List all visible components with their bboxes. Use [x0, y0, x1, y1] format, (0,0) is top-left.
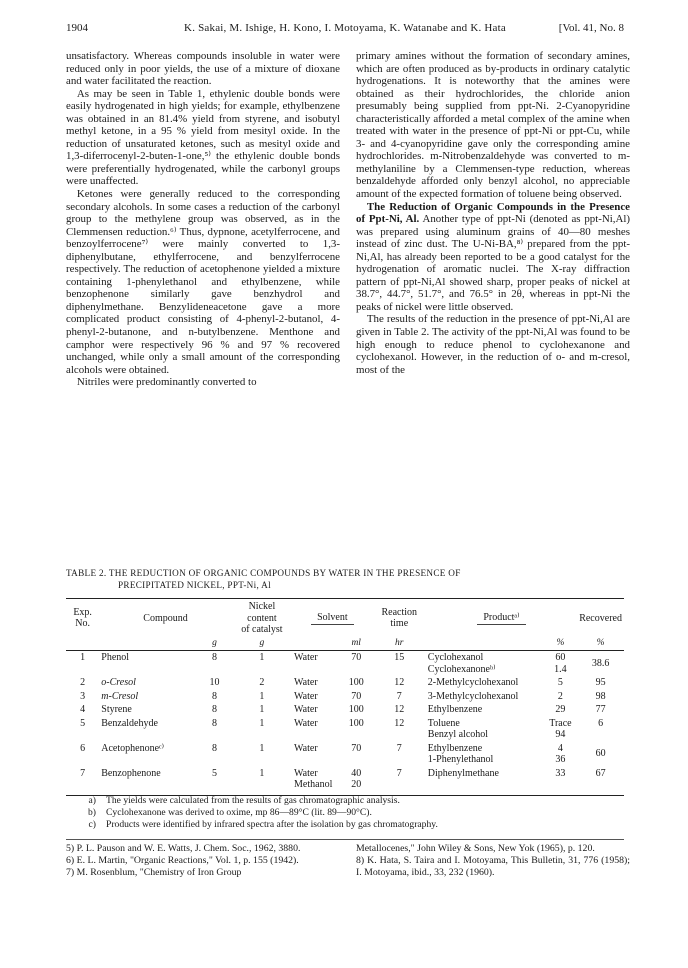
- table-row: [66, 703, 624, 717]
- cell-solvent: Water: [294, 717, 318, 729]
- paragraph: unsatisfactory. Whereas compounds insoluble in water were reduced only in poor yields, the use of a mixture of dioxane and water facilitated the reaction.: [66, 50, 340, 88]
- cell-ni: 1: [259, 717, 265, 729]
- cell-yields: 2: [557, 690, 563, 702]
- cell-hr: 12: [394, 704, 405, 715]
- cell-recovered: 67: [577, 767, 624, 796]
- cell-ml: 100: [348, 717, 364, 729]
- results-table: [66, 598, 624, 796]
- unit-percent: %: [544, 637, 578, 651]
- table-caption: [66, 567, 624, 591]
- header-authors: K. Sakai, M. Ishige, H. Kono, I. Motoyama, K. Watanabe and K. Hata: [184, 22, 506, 34]
- cell-hr: 7: [373, 767, 426, 796]
- unit-ml: ml: [340, 637, 373, 651]
- header-nickel: Nickel content of catalyst: [232, 599, 292, 637]
- cell-ni: 1: [259, 704, 265, 715]
- header-compound: Compound: [99, 599, 232, 637]
- paragraph: primary amines without the formation of secondary amines, which are often produced as by-products in ordinary catalytic hydrogenations. It is noteworthy that the amines were obtained as their hydrochlorides, the chloride anion presumably being supplied from ppt-Ni. 2-Cyanopyridine characteristically afforded a metal complex of the amine when treated with water in the presence of ppt-Ni or ppt-Cu, while 3- and 4-cyanopyridine gave only the corresponding amine hydrochlorides. m-Nitrobenzaldehyde was converted to m-methylaniline by a Clemmensen-type reduction, whereas benzaldehyde afforded only benzyl alcohol, no appreciable amount of the expected formation of toluene being observed.: [356, 50, 630, 201]
- table-row: [66, 676, 624, 690]
- cell-no: 3: [80, 690, 86, 702]
- cell-ni: 1: [259, 742, 265, 754]
- cell-solvent: Water: [294, 690, 318, 702]
- cell-solvent: Water: [294, 652, 318, 663]
- cell-g: 8: [211, 690, 217, 702]
- cell-yields: 4 36: [555, 742, 566, 765]
- cell-recovered: 6: [598, 717, 604, 729]
- caption-line: PRECIPITATED NICKEL, PPT-Ni, Al: [118, 580, 271, 590]
- table-note: c) Products were identified by infrared spectra after the isolation by gas chromatography.: [88, 819, 438, 831]
- cell-solvent: Water: [294, 677, 318, 688]
- cell-recovered: 98: [595, 690, 606, 702]
- footnotes-left: [66, 843, 340, 879]
- cell-products: Ethylbenzene 1-Phenylethanol: [427, 742, 494, 765]
- cell-yields: 29: [555, 704, 566, 715]
- cell-hr: 7: [396, 690, 402, 702]
- cell-yields: 33: [544, 767, 578, 796]
- cell-compound: Styrene: [101, 704, 132, 715]
- section-heading: The Reduction of Organic Compounds in the Presence of Ppt-Ni, Al.: [356, 200, 630, 226]
- table-row: [66, 651, 624, 677]
- page-number: 1904: [66, 22, 88, 34]
- cell-products: Ethylbenzene: [427, 704, 483, 715]
- footnote: 6) E. L. Martin, "Organic Reactions," Vol. 1, p. 155 (1942).: [66, 855, 299, 867]
- unit-g: g: [232, 637, 292, 651]
- cell-no: 4: [80, 704, 86, 715]
- footnote: 7) M. Rosenblum, "Chemistry of Iron Group: [66, 867, 242, 879]
- paragraph: Ketones were generally reduced to the corresponding secondary alcohols. In some cases a reduction of the carbonyl group to the methylene group was observed, as in the Clemmensen reduction.⁶⁾ Thus, dypnone, acetylferrocene, and benzoylferrocene⁷⁾ were mainly converted to 1,3-diphenylbutane, ethylferrocene, and benzylferrocene respectively. The reduction of acetophenone yielded a mixture containing 1-phenylethanol and ethylbenzene, while benzophenone similarly gave benzhydrol and diphenylmethane. Benzylideneacetone gave a more complicated product consisting of 4-phenyl-2-butanol, 4-phenyl-2-butanone, and n-butylbenzene. Menthone and camphor were respectively 96 % and 97 % recovered unchanged, while only a small amount of the corresponding alcohols were obtained.: [66, 188, 340, 376]
- table-note: b) Cyclohexanone was derived to oxime, mp 86—89°C (lit. 89—90°C).: [88, 807, 372, 819]
- right-column: [356, 50, 630, 376]
- table-units-row: [66, 637, 624, 651]
- cell-recovered: 60: [595, 748, 606, 760]
- cell-compound: Acetophenoneᶜ⁾: [101, 742, 165, 754]
- cell-solvent: Water: [294, 742, 318, 754]
- paragraph: The results of the reduction in the presence of ppt-Ni,Al are given in Table 2. The activity of the ppt-Ni,Al was found to be high enough to reduce phenol to cyclohexanone and cyclohexanol. However, in the reduction of o- and m-cresol, most of the: [356, 313, 630, 376]
- cell-compound: Phenol: [101, 652, 130, 663]
- header-reaction-time: Reaction time: [373, 599, 426, 637]
- cell-ml: 70: [351, 742, 362, 754]
- footnote: Metallocenes," John Wiley & Sons, New Yok (1965), p. 120.: [356, 843, 595, 854]
- footnote: 8) K. Hata, S. Taira and I. Motoyama, This Bulletin, 31, 776 (1958); I. Motoyama, ibid., 33, 232 (1960).: [356, 855, 630, 879]
- cell-hr: 15: [394, 652, 405, 663]
- cell-yields: 5: [557, 677, 563, 688]
- cell-hr: 7: [396, 742, 402, 754]
- cell-compound: o-Cresol: [101, 677, 136, 688]
- paragraph: As may be seen in Table 1, ethylenic double bonds were easily hydrogenated in high yields; for example, ethylbenzene was obtained in an 81.4% yield from styrene, and isobutyl methyl ketone, in a 95 % yield from mesityl oxide. In the reduction of unsaturated ketones, such as mesityl oxide and 1,3-diferrocenyl-2-buten-1-one,⁵⁾ the ethylenic double bonds were preferentially hydrogenated, while the carbonyl groups were unaffected.: [66, 87, 340, 188]
- cell-compound: m-Cresol: [101, 690, 139, 702]
- cell-products: Cyclohexanol Cyclohexanoneᵇ⁾: [427, 652, 496, 675]
- cell-g: 8: [211, 652, 217, 663]
- cell-ml: 100: [348, 704, 364, 715]
- cell-no: 7: [66, 767, 99, 796]
- cell-ni: 2: [259, 677, 265, 688]
- cell-ml: 70: [351, 652, 362, 663]
- cell-products: 3-Methylcyclohexanol: [427, 690, 519, 702]
- cell-no: 1: [80, 652, 86, 663]
- cell-hr: 12: [394, 677, 405, 688]
- footnote: 5) P. L. Pauson and W. E. Watts, J. Chem. Soc., 1962, 3880.: [66, 843, 301, 854]
- table-row: [66, 717, 624, 742]
- cell-yields: Trace 94: [549, 717, 572, 740]
- cell-solvent: Water Methanol: [292, 767, 340, 796]
- cell-ml: 100: [348, 677, 364, 688]
- cell-g: 8: [211, 717, 217, 729]
- caption-line: TABLE 2. THE REDUCTION OF ORGANIC COMPOUNDS BY WATER IN THE PRESENCE OF: [66, 568, 461, 578]
- cell-ni: 1: [232, 767, 292, 796]
- cell-ni: 1: [259, 690, 265, 702]
- paragraph: Nitriles were predominantly converted to: [76, 376, 257, 389]
- unit-g: g: [197, 637, 232, 651]
- cell-compound: Benzophenone: [99, 767, 197, 796]
- cell-recovered: 38.6: [591, 657, 610, 669]
- cell-recovered: 77: [595, 704, 606, 715]
- left-column: [66, 50, 340, 389]
- cell-products: Toluene Benzyl alcohol: [427, 717, 489, 740]
- table-note: a) The yields were calculated from the results of gas chromatographic analysis.: [88, 795, 400, 806]
- table-header-row: [66, 599, 624, 637]
- cell-solvent: Water: [294, 704, 318, 715]
- table-row: [66, 690, 624, 704]
- cell-g: 5: [197, 767, 232, 796]
- header-exp-no: Exp. No.: [66, 599, 99, 637]
- footnotes-right: [356, 843, 630, 879]
- cell-products: Diphenylmethane: [426, 767, 544, 796]
- cell-no: 2: [80, 677, 86, 688]
- paragraph-text: Another type of ppt-Ni (denoted as ppt-Ni,Al) was prepared using aluminum grains of 40—80 meshes instead of zinc dust. The U-Ni-BA,⁸⁾ prepared from the ppt-Ni,Al, has already been reported to be a good catalyst for the hydrogenation of aromatic nuclei. The X-ray diffraction pattern of ppt-Ni,Al showed sharp, proper peaks of nickel at 38.7°, 44.7°, 51.7°, and 76.5° in 2θ, whereas in ppt-Ni the peaks of nickel were little observed.: [356, 213, 630, 313]
- header-solvent: Solvent: [292, 599, 373, 637]
- footnote-divider: [66, 839, 624, 840]
- cell-no: 6: [80, 742, 86, 754]
- table-notes: [66, 795, 624, 832]
- cell-g: 8: [211, 704, 217, 715]
- unit-hr: hr: [373, 637, 426, 651]
- header-recovered: Recovered: [577, 599, 624, 637]
- cell-no: 5: [80, 717, 86, 729]
- section-paragraph: [356, 201, 630, 314]
- cell-g: 10: [209, 677, 220, 688]
- cell-yields: 60 1.4: [554, 652, 567, 675]
- cell-ni: 1: [259, 652, 265, 663]
- cell-recovered: 95: [595, 677, 606, 688]
- cell-compound: Benzaldehyde: [101, 717, 158, 729]
- cell-g: 8: [211, 742, 217, 754]
- cell-hr: 12: [394, 717, 405, 729]
- cell-ml: 70: [351, 690, 362, 702]
- table-row: [66, 767, 624, 796]
- cell-products: 2-Methylcyclohexanol: [427, 677, 519, 688]
- unit-percent: %: [577, 637, 624, 651]
- header-products: Productᵃ⁾: [426, 599, 577, 637]
- header-volume: [Vol. 41, No. 8: [558, 22, 624, 34]
- running-header: [66, 22, 624, 38]
- table-row: [66, 742, 624, 767]
- cell-ml: 40 20: [340, 767, 373, 796]
